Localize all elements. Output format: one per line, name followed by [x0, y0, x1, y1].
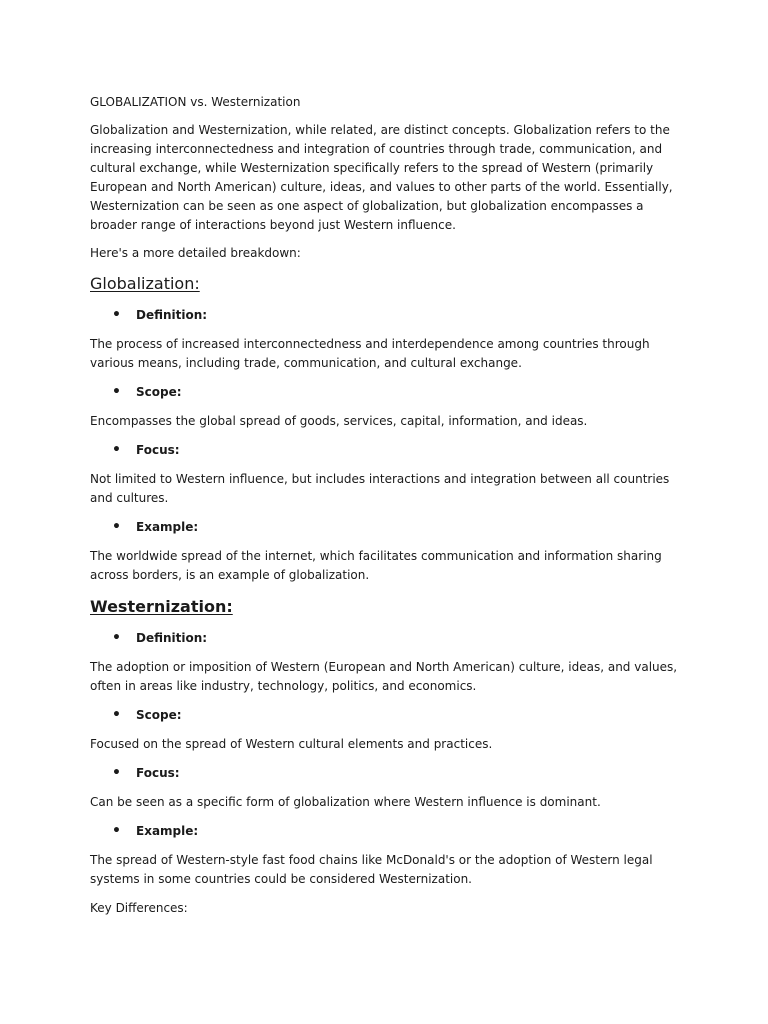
westernization-definition-bullet — [112, 629, 682, 648]
bullet-icon: • — [112, 307, 121, 323]
bullet-label: Scope: — [136, 385, 182, 399]
bullet-icon: • — [112, 630, 121, 646]
westernization-heading: Westernization: — [90, 597, 233, 616]
bullet-icon: • — [112, 442, 121, 458]
westernization-example-text: The spread of Western-style fast food chains like McDonald's or the adoption of Western legal systems in some countries could be considered Westernization. — [90, 853, 653, 886]
breakdown-intro: Here's a more detailed breakdown: — [90, 246, 301, 260]
bullet-label: Focus: — [136, 766, 180, 780]
globalization-focus-bullet — [112, 441, 682, 460]
globalization-definition-bullet — [112, 306, 682, 325]
globalization-scope-bullet — [112, 383, 682, 402]
bullet-icon: • — [112, 765, 121, 781]
bullet-label: Definition: — [136, 631, 208, 645]
bullet-label: Definition: — [136, 308, 208, 322]
document-title: GLOBALIZATION vs. Westernization — [90, 95, 301, 109]
westernization-definition-text: The adoption or imposition of Western (European and North American) culture, ideas, and values, often in areas like industry, technology, politics, and economics. — [90, 660, 678, 693]
globalization-heading: Globalization: — [90, 274, 200, 293]
westernization-scope-text: Focused on the spread of Western cultural elements and practices. — [90, 737, 493, 751]
westernization-focus-bullet — [112, 764, 682, 783]
bullet-label: Focus: — [136, 443, 180, 457]
bullet-label: Scope: — [136, 708, 182, 722]
globalization-example-text: The worldwide spread of the internet, which facilitates communication and information sharing across borders, is an example of globalization. — [90, 549, 662, 582]
globalization-definition-text: The process of increased interconnectedness and interdependence among countries through various means, including trade, communication, and cultural exchange. — [90, 337, 650, 370]
bullet-icon: • — [112, 823, 121, 839]
globalization-example-bullet — [112, 518, 682, 537]
document-page — [90, 93, 682, 927]
bullet-label: Example: — [136, 824, 199, 838]
westernization-example-bullet — [112, 822, 682, 841]
globalization-focus-text: Not limited to Western influence, but includes interactions and integration between all countries and cultures. — [90, 472, 670, 505]
bullet-icon: • — [112, 384, 121, 400]
westernization-scope-bullet — [112, 706, 682, 725]
globalization-scope-text: Encompasses the global spread of goods, services, capital, information, and ideas. — [90, 414, 588, 428]
key-differences-label: Key Differences: — [90, 901, 188, 915]
bullet-label: Example: — [136, 520, 199, 534]
westernization-focus-text: Can be seen as a specific form of globalization where Western influence is dominant. — [90, 795, 601, 809]
intro-paragraph: Globalization and Westernization, while related, are distinct concepts. Globalization refers to the increasing interconnectedness and integration of countries through trade, communication, and cultural exchange, while Westernization specifically refers to the spread of Western (primarily European and North American) culture, ideas, and values to other parts of the world. Essentially, Westernization can be seen as one aspect of globalization, but globalization encompasses a broader range of interactions beyond just Western influence. — [90, 123, 673, 232]
bullet-icon: • — [112, 707, 121, 723]
bullet-icon: • — [112, 519, 121, 535]
